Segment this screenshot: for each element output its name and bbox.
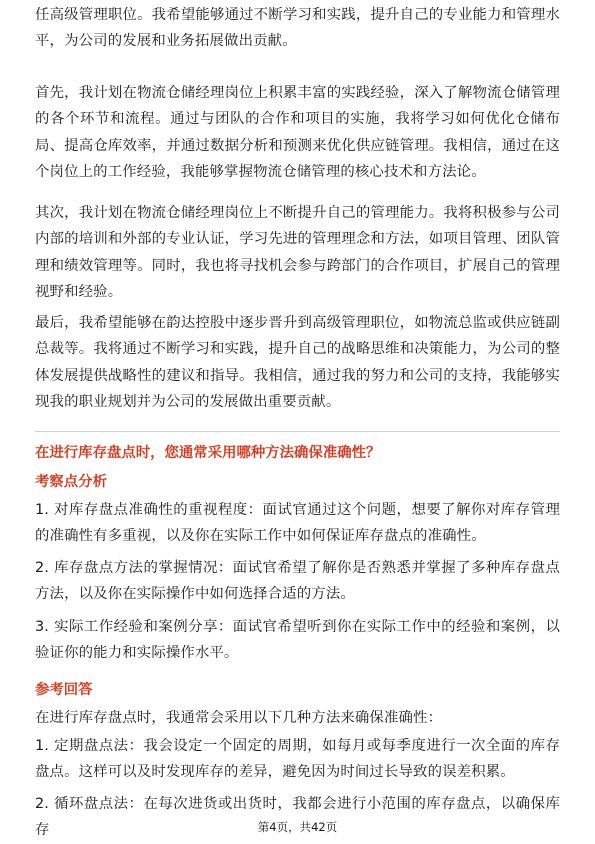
page-number-footer: 第4页，共42页 <box>257 820 338 834</box>
interview-question: 在进行库存盘点时，您通常采用哪种方法确保准确性？ <box>35 445 381 461</box>
section-divider <box>35 431 560 432</box>
answer-intro: 在进行库存盘点时，我通常会采用以下几种方法来确保准确性： <box>35 710 443 726</box>
body-paragraph: 任高级管理职位。我希望能够通过不断学习和实践，提升自己的专业能力和管理水平，为公司的发展和业务拓展做出贡献。 <box>35 7 560 50</box>
body-paragraph: 其次，我计划在物流仓储经理岗位上不断提升自己的管理能力。我将积极参与公司内部的培训和外部的专业认证，学习先进的管理理念和方法，如项目管理、团队管理和绩效管理等。同时，我也将寻找机会参与跨部门的合作项目，扩展自己的管理视野和经验。 <box>35 205 560 301</box>
analysis-item: 1. 对库存盘点准确性的重视程度：面试官通过这个问题，想要了解你对库存管理的准确性有多重视，以及你在实际工作中如何保证库存盘点的准确性。 <box>35 502 560 545</box>
analysis-heading: 考察点分析 <box>35 474 107 490</box>
analysis-item: 2. 库存盘点方法的掌握情况：面试官希望了解你是否熟悉并掌握了多种库存盘点方法，以及你在实际操作中如何选择合适的方法。 <box>35 560 560 603</box>
body-paragraph: 最后，我希望能够在韵达控股中逐步晋升到高级管理职位，如物流总监或供应链副总裁等。我将通过不断学习和实践，提升自己的战略思维和决策能力，为公司的整体发展提供战略性的建议和指导。我相信，通过我的努力和公司的支持，我能够实现我的职业规划并为公司的发展做出重要贡献。 <box>35 315 560 411</box>
analysis-item: 3. 实际工作经验和案例分享：面试官希望听到你在实际工作中的经验和案例，以验证你的能力和实际操作水平。 <box>35 619 560 662</box>
body-paragraph: 首先，我计划在物流仓储经理岗位上积累丰富的实践经验，深入了解物流仓储管理的各个环节和流程。通过与团队的合作和项目的实施，我将学习如何优化仓储布局、提高仓库效率，并通过数据分析和预测来优化供应链管理。我相信，通过在这个岗位上的工作经验，我能够掌握物流仓储管理的核心技术和方法论。 <box>35 85 560 181</box>
answer-item: 1. 定期盘点法：我会设定一个固定的周期，如每月或每季度进行一次全面的库存盘点。这样可以及时发现库存的差异，避免因为时间过长导致的误差积累。 <box>35 738 560 781</box>
answer-heading: 参考回答 <box>35 682 93 698</box>
answer-item: 2. 循环盘点法：在每次进货或出货时，我都会进行小范围的库存盘点，以确保库存 <box>35 796 560 839</box>
